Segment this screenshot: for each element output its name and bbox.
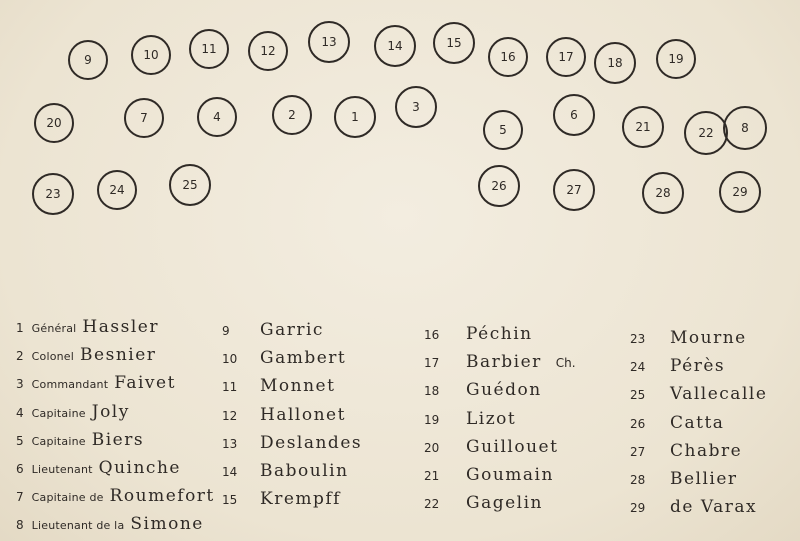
legend-entry — [424, 352, 576, 372]
legend-entry — [424, 437, 558, 457]
legend-number: 21 — [424, 469, 440, 483]
legend-number: 1 — [16, 321, 24, 335]
seat-circle: 10 — [131, 35, 171, 75]
seat-circle: 29 — [719, 171, 761, 213]
legend-entry — [16, 458, 181, 478]
seat-circle: 22 — [684, 111, 728, 155]
seat-circle: 25 — [169, 164, 211, 206]
seat-circle: 11 — [189, 29, 229, 69]
seat-circle: 6 — [553, 94, 595, 136]
legend-name: de Varax — [670, 497, 758, 518]
legend-name: Gagelin — [466, 493, 543, 514]
legend-entry — [630, 441, 742, 461]
legend-number: 7 — [16, 490, 24, 505]
legend-number: 19 — [424, 412, 440, 427]
legend-name: Goumain — [466, 465, 554, 485]
legend-number: 4 — [16, 405, 24, 420]
legend-entry — [630, 497, 757, 517]
legend-rank: Colonel — [31, 350, 75, 364]
seat-circle: 14 — [374, 25, 416, 67]
legend-name: Barbier — [466, 352, 542, 373]
seat-circle: 8 — [723, 106, 767, 150]
legend-rank: Capitaine de — [31, 491, 104, 505]
legend-rank: Général — [31, 322, 77, 335]
legend-number: 2 — [16, 349, 24, 364]
legend-entry — [222, 376, 335, 396]
legend-entry — [424, 465, 554, 485]
legend-number: 29 — [630, 501, 646, 516]
legend-entry — [222, 405, 346, 425]
legend-entry — [630, 356, 725, 376]
legend-name: Gambert — [260, 348, 347, 369]
legend-number: 9 — [222, 324, 230, 338]
legend-name: Pérès — [670, 356, 726, 377]
legend-entry — [424, 324, 533, 344]
seat-circle: 5 — [483, 110, 523, 150]
legend-number: 15 — [222, 493, 238, 508]
legend-name: Chabre — [670, 440, 743, 461]
legend-entry — [630, 469, 738, 489]
legend-number: 25 — [630, 388, 646, 403]
legend-number: 12 — [222, 408, 238, 423]
legend-entry — [222, 348, 346, 368]
seat-circle: 2 — [272, 95, 312, 135]
legend-number: 3 — [16, 377, 24, 392]
legend-number: 10 — [222, 352, 238, 367]
seat-circle: 12 — [248, 31, 288, 71]
legend-name: Guédon — [466, 380, 542, 401]
legend-number: 16 — [424, 328, 440, 342]
legend-entry — [222, 320, 324, 340]
seat-circle: 7 — [124, 98, 164, 138]
seat-circle: 24 — [97, 170, 137, 210]
seat-circle: 9 — [68, 40, 108, 80]
legend-entry — [222, 489, 341, 509]
legend-name: Roumefort — [109, 486, 215, 507]
legend-number: 5 — [16, 433, 24, 448]
legend-number: 14 — [222, 465, 238, 479]
legend-number: 6 — [16, 462, 24, 476]
legend-number: 23 — [630, 332, 646, 346]
legend-name: Joly — [91, 401, 130, 422]
seat-circle: 17 — [546, 37, 586, 77]
legend-rank: Commandant — [31, 378, 109, 392]
legend-entry — [16, 430, 144, 450]
legend-number: 20 — [424, 440, 440, 455]
legend-name: Péchin — [466, 324, 533, 344]
legend-entry — [630, 413, 724, 433]
legend-number: 28 — [630, 473, 646, 487]
legend-number: 11 — [222, 380, 238, 395]
seat-circle: 18 — [594, 42, 636, 84]
legend-name: Catta — [670, 412, 725, 433]
seat-circle: 1 — [334, 96, 376, 138]
legend-entry — [630, 384, 767, 404]
legend-entry — [630, 328, 747, 348]
legend-name: Quinche — [98, 458, 181, 478]
legend-name: Baboulin — [260, 461, 349, 481]
legend-entry — [222, 433, 362, 453]
legend-name: Hassler — [82, 317, 159, 337]
seat-circle: 23 — [32, 173, 74, 215]
seat-circle: 20 — [34, 103, 74, 143]
legend-entry — [222, 461, 349, 481]
legend-name: Simone — [130, 514, 204, 535]
legend-number: 8 — [16, 518, 24, 533]
legend-entry — [424, 380, 542, 400]
legend-name: Garric — [260, 320, 324, 340]
legend-number: 26 — [630, 416, 646, 431]
legend-name: Mourne — [670, 328, 747, 348]
legend-entry — [16, 345, 156, 365]
legend-name: Vallecalle — [670, 384, 768, 405]
seat-circle: 28 — [642, 172, 684, 214]
seat-circle: 4 — [197, 97, 237, 137]
legend-name: Monnet — [260, 376, 336, 397]
legend-rank: Lieutenant — [31, 463, 93, 476]
legend-name: Biers — [91, 429, 145, 450]
legend-rank: Lieutenant de la — [31, 519, 125, 533]
seat-circle: 16 — [488, 37, 528, 77]
legend-entry — [16, 402, 130, 422]
legend-name: Faivet — [114, 373, 176, 394]
legend-number: 18 — [424, 384, 440, 399]
legend-number: 27 — [630, 444, 646, 459]
legend-entry — [424, 409, 516, 429]
seat-circle: 27 — [553, 169, 595, 211]
legend-entry — [16, 486, 215, 506]
seat-circle: 26 — [478, 165, 520, 207]
seat-circle: 3 — [395, 86, 437, 128]
legend-name: Besnier — [80, 345, 157, 366]
seat-circle: 19 — [656, 39, 696, 79]
seat-circle: 21 — [622, 106, 664, 148]
legend-name: Krempff — [260, 489, 341, 510]
legend-suffix: Ch. — [555, 356, 576, 371]
legend-name: Lizot — [466, 408, 517, 429]
seat-circle: 15 — [433, 22, 475, 64]
legend-entry — [16, 514, 204, 534]
legend-number: 17 — [424, 356, 440, 371]
legend-rank: Capitaine — [31, 434, 86, 448]
seat-circle: 13 — [308, 21, 350, 63]
legend-entry — [16, 317, 159, 337]
legend-entry — [424, 493, 543, 513]
legend-number: 13 — [222, 436, 238, 451]
legend-name: Bellier — [670, 469, 738, 489]
legend-number: 24 — [630, 360, 646, 375]
legend-rank: Capitaine — [31, 406, 86, 420]
legend-name: Guillouet — [466, 436, 559, 457]
legend-name: Deslandes — [260, 432, 363, 453]
legend-name: Hallonet — [260, 404, 346, 425]
legend-entry — [16, 373, 176, 393]
legend-number: 22 — [424, 497, 440, 512]
